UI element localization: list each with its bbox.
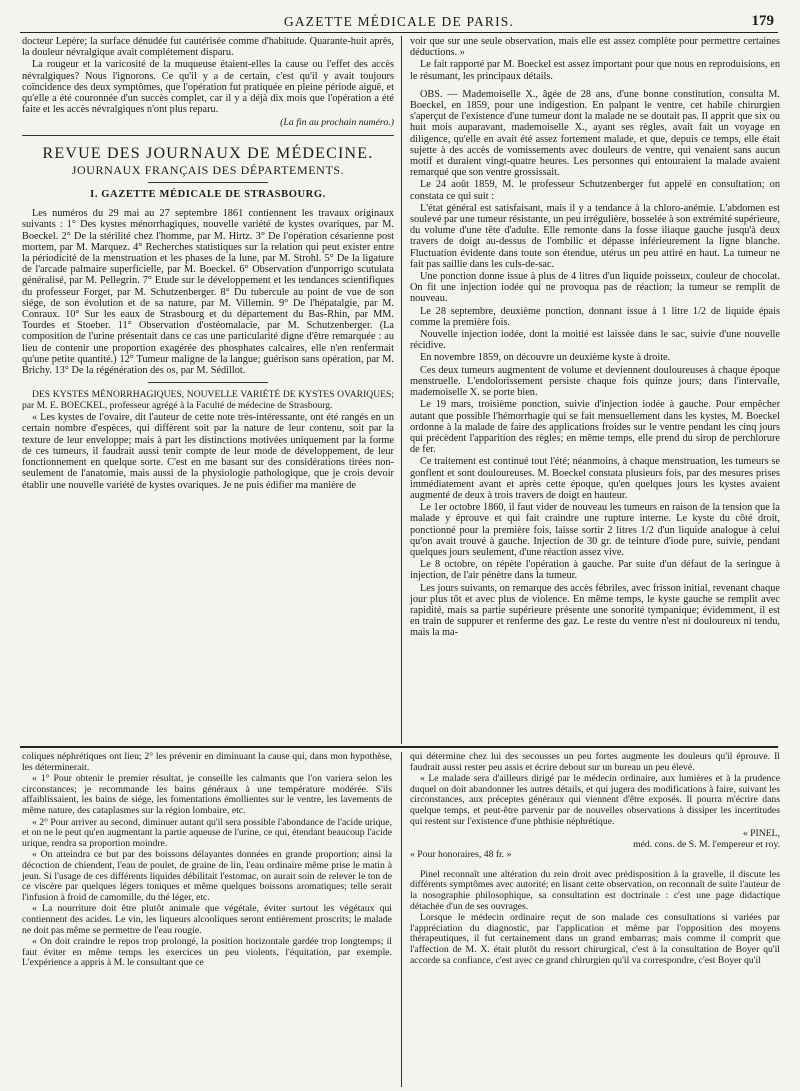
paragraph: qui détermine chez lui des secousses un peu fortes augmente les douleurs qu'il éprouve. Il faudrait aussi rester peu assis et écrire debout sur un bureau un peu élevé. xyxy=(410,751,780,773)
paragraph: Le fait rapporté par M. Boeckel est assez important pour que nous en reproduisions, en le résumant, les principaux détails. xyxy=(410,59,780,82)
paragraph: « 2° Pour arriver au second, diminuer autant qu'il sera possible l'abondance de l'acide urique, et on ne le peut qu'en augmentant la partie aqueuse de l'urine, ce qui, étendant beaucoup l'acide urique, rendra sa proportion moindre. xyxy=(22,816,392,849)
signature-name: « PINEL, xyxy=(742,828,780,840)
left-column xyxy=(22,36,394,492)
subsection-title: I. GAZETTE MÉDICALE DE STRASBOURG. xyxy=(90,189,326,201)
short-rule xyxy=(148,382,268,383)
paragraph: coliques néphrétiques ont lieu; 2° les prévenir en diminuant la cause qui, dans mon hypothèse, les déterminerait. xyxy=(22,751,392,773)
paragraph: Le 1er octobre 1860, il faut vider de nouveau les tumeurs en raison de la tension que la malade y éprouve et qui fait craindre une rupture interne. Le kyste du côté droit, ponctionné pour la première fois, laisse sortir 2 litres 1/2 d'un liquide analogue à celui qu'on avait trouvé à gauche. Injection de 30 gr. de teinture d'iode pure, suivie, pendant quelques jours seulement, d'une réaction assez vive. xyxy=(410,502,780,558)
section-title: REVUE DES JOURNAUX DE MÉDECINE. xyxy=(42,144,374,162)
paragraph: Ces deux tumeurs augmentent de volume et deviennent douloureuses à chaque époque menstruelle. L'endolorissement persiste chaque fois quinze jours; dans l'intervalle, mademoiselle X. se porte bien. xyxy=(410,364,780,399)
paragraph: L'état général est satisfaisant, mais il y a tendance à la chloro-anémie. L'abdomen est soulevé par une tumeur résistante, un peu irrégulière, bosselée à son extrémité supérieure, du volume d'une tête d'adulte. Elle remonte dans la fosse iliaque gauche jusqu'à deux travers de doigt au-dessus de l'ombilic et dépasse inférieurement la ligne blanche. Fluctuation évidente dans toute son étendue, utérus un peu attiré en haut. La tumeur ne fait pas saillie dans les culs-de-sac. xyxy=(410,202,780,270)
article-title: DES KYSTES MÉNORRHAGIQUES, NOUVELLE VARIÉTÉ DE KYSTES OVARIQUES; par M. E. BOECKEL, professeur agrégé à la Faculté de médecine de Strasbourg. xyxy=(22,389,394,412)
paragraph: voir que sur une seule observation, mais elle est assez complète pour permettre certaines déductions. » xyxy=(410,36,780,59)
fee-note: « Pour honoraires, 48 fr. » xyxy=(410,849,512,861)
column-divider-bottom xyxy=(401,752,402,1087)
paragraph: Le 24 août 1859, M. le professeur Schutzenberger fut appelé en consultation; on constata ce qui suit : xyxy=(410,179,780,202)
observation-paragraph: OBS. — Mademoiselle X., âgée de 28 ans, d'une bonne constitution, consulta M. Boeckel, en 1859, pour une indigestion. En palpant le ventre, cet habile chirurgien s'aperçut de l'existence d'une tumeur dont la malade ne se doutait pas. Il apprit que six ou huit mois auparavant, mademoiselle X., ayant ses règles, avait fait un voyage en diligence, qu'elle en avait été assez fortement malade, et que, depuis ce temps, elle était sujette à des accès de vomissements avec douleurs de ventre, qui venaient sans aucun motif et duraient vingt-quatre heures. Les personnes qui entouraient la malade avaient remarqué que son ventre grossissait. xyxy=(410,88,780,179)
paragraph: « La nourriture doit être plutôt animale que végétale, éviter surtout les végétaux qui contiennent des acides. Le vin, les liqueurs alcooliques seront entièrement proscrits; le malade ne doit pas même se permettre de l'eau rougie. xyxy=(22,903,392,936)
page-number: 179 xyxy=(751,13,774,29)
paragraph: Le 8 octobre, on répète l'opération à gauche. Par suite d'un défaut de la seringue à injection, de l'air pénètre dans la tumeur. xyxy=(410,559,780,582)
short-rule xyxy=(148,182,268,183)
continued-note: (La fin au prochain numéro.) xyxy=(280,117,394,129)
bottom-right-column xyxy=(410,752,780,967)
column-divider xyxy=(401,36,402,744)
horizontal-divider xyxy=(20,746,778,748)
paragraph: Pinel reconnaît une altération du rein droit avec prédisposition à la gravelle, il discute les différents symptômes avec autorité; en lisant cette observation, on reconnaît de suite l'auteur de la nosographie philosophique, sa consultation est doctrinale : c'est une page didactique détachée d'un de ses ouvrages. xyxy=(410,868,780,912)
paragraph: docteur Lepère; la surface dénudée fut cautérisée comme d'habitude. Quarante-huit après, la douleur névralgique avait complétement disparu. xyxy=(22,36,394,59)
paragraph: Nouvelle injection iodée, dont la moitié est laissée dans le sac, suivie d'une nouvelle récidive. xyxy=(410,329,780,352)
journal-title: GAZETTE MÉDICALE DE PARIS. xyxy=(283,14,515,29)
paragraph: Le 28 septembre, deuxième ponction, donnant issue à 1 litre 1/2 de liquide épais comme la première fois. xyxy=(410,305,780,328)
paragraph: En novembre 1859, on découvre un deuxième kyste à droite. xyxy=(420,352,671,364)
paragraph: Les numéros du 29 mai au 27 septembre 1861 contiennent les travaux originaux suivants : 1° Des kystes ménorrhagiques, nouvelle variété de kystes ovariques, par M. Boeckel. 2° De la stérilité chez l'homme, par M. Hirtz. 3° De l'opération césarienne post mortem, par M. Marquez. 4° Recherches statistiques sur la relation qui peut exister entre la périodicité de la menstruation et les phases de la lune, par M. Strohl. 5° De la ligature de l'arcade palmaire superficielle, par M. Boeckel. 6° Observation d'unporrigo scutulata généralisé, par M. Pellegrin. 7° Etude sur le développement et les tendances scientifiques du professeur Forget, par M. Schutzenberger. 8° Du tubercule au point de vue de son siége, de son évolution et de sa nature, par M. Villemin. 9° De l'hépatalgie, par M. Conraux. 10° Sur les eaux de Strasbourg et du département du Bas-Rhin, par MM. Tourdes et Stoeber. 11° Observation d'ostéomalacie, par M. Schutzenberger. (La composition de l'urine présentait dans ce cas une particularité digne d'être remarquée : au lieu de contenir une proportion exagérée des phosphates calcaires, elle n'en renfermait qu'une petite quantité.) 12° Tumeur maligne de la langue; guérison sans opération, par M. Brichy. 13° De la régénération des os, par M. Sédillot. xyxy=(22,208,394,377)
section-subtitle: JOURNAUX FRANÇAIS DES DÉPARTEMENTS. xyxy=(71,162,345,177)
paragraph: Les jours suivants, on remarque des accès fébriles, avec frisson initial, revenant chaque jour plus tôt et avec plus de violence. En même temps, le kyste gauche se remplit avec rapidité, mais sa partie supérieure présente une sonorité tympanique; évidemment, il est en train de suppurer et renferme des gaz. Le reste du ventre n'est ni douloureux ni tendu, mais la ma- xyxy=(410,582,780,639)
paragraph: La rougeur et la varicosité de la muqueuse étaient-elles la cause ou l'effet des accès névralgiques? Nous l'ignorons. Ce qu'il y a de certain, c'est qu'il y avait toujours coïncidence des deux symptômes, que l'opération fut pratiquée en pleine période aiguë, et qu'elle a été couronnée d'un succès complet, car il y a déjà dix mois que l'opération a été faite et les accès névralgiques n'ont plus reparu. xyxy=(22,59,394,116)
paragraph: « On doit craindre le repos trop prolongé, la position horizontale gardée trop longtemps; il faut éviter en même temps les exercices un peu violents, l'équitation, par exemple. L'expérience a appris à M. le consultant que ce xyxy=(22,936,392,969)
paragraph: Le 19 mars, troisième ponction, suivie d'injection iodée à gauche. Pour empêcher autant que possible l'hémorrhagie qui se fait mensuellement dans les kystes, M. Boeckel ordonne à la malade de faire des applications froides sur le ventre pendant les cinq jours qui précèdent l'apparition des règles; en même temps, elle prend du sirop de perchlorure de fer. xyxy=(410,399,780,456)
section-rule xyxy=(22,135,394,136)
page-header xyxy=(20,6,778,33)
paragraph: Lorsque le médecin ordinaire reçut de son malade ces consultations si variées par l'appréciation du diagnostic, par l'application et même par l'opposition des moyens thérapeutiques, il fut certainement dans un grand embarras; mais comme il comprit que l'affection de M. X. était plutôt du ressort chirurgical, c'est à la consultation de Boyer qu'il accorde sa confiance, c'est avec ce grand chirurgien qu'il va correspondre, c'est Boyer qu'il xyxy=(410,912,780,966)
paragraph: Ce traitement est continué tout l'été; néanmoins, à chaque menstruation, les tumeurs se gonflent et sont douloureuses. M. Boeckel constata plusieurs fois, par des mesures prises immédiatement avant et après cette époque, qu'en quelques jours les kystes avaient augmenté de deux à trois travers de doigt en hauteur. xyxy=(410,456,780,501)
paragraph: « On atteindra ce but par des boissons délayantes données en grande proportion; ainsi la décoction de chiendent, l'eau de poulet, de graine de lin, l'eau ordinaire même prise le matin à jeun. Si l'usage de ces différents liquides débilitait l'estomac, on aurait soin de relever le ton de ce viscère par quelques légers toniques et même quelques boissons aromatiques; telle serait l'infusion à froid de camomille, du thé léger, etc. xyxy=(22,849,392,903)
bottom-left-column xyxy=(22,752,392,970)
right-column xyxy=(410,36,780,640)
signature-title: méd. cons. de S. M. l'empereur et roy. xyxy=(633,839,780,851)
paragraph: Une ponction donne issue à plus de 4 litres d'un liquide poisseux, couleur de chocolat. On fit une injection iodée qui ne provoqua pas de réaction; la tumeur se remplit de nouveau. xyxy=(410,271,780,305)
paragraph: « 1° Pour obtenir le premier résultat, je conseille les calmants que l'on variera selon les circonstances; je recommande les bains généraux à une température modérée. S'ils affaiblissaient, les bains de siége, les fomentations émollientes sur le ventre, les lavements de même nature, des cataplasmes sur la région lombaire, etc. xyxy=(22,773,392,816)
paragraph: « Les kystes de l'ovaire, dit l'auteur de cette note très-intéressante, ont été rangés en un certain nombre d'espèces, qui diffèrent soit par la nature de leur contenu, soit par la texture de leur enveloppe; mais à part les distinctions motivées uniquement par la forme de ces tumeurs, il faudrait aussi tenir compte de leur mode de développement, de leur fonctionnement en quelque sorte. C'est en me basant sur des considérations tirées non-seulement de l'anatomie, mais aussi de la physiologie pathologique, que je crois devoir établir une nouvelle variété de kystes ovariques. Je ne puis édifier ma manière de xyxy=(22,412,394,491)
paragraph: « Le malade sera d'ailleurs dirigé par le médecin ordinaire, aux lumières et à la prudence duquel on doit abandonner les autres détails, et qui jugera des modifications à faire, suivant les circonstances, aux préceptes généraux qui viennent d'être exposés. Il pourra m'écrire dans quelque temps, et peut-être parvenir par de nouvelles observations à dissiper les incertitudes qui restent sur l'existence d'une phthisie néphrétique. xyxy=(410,773,780,827)
